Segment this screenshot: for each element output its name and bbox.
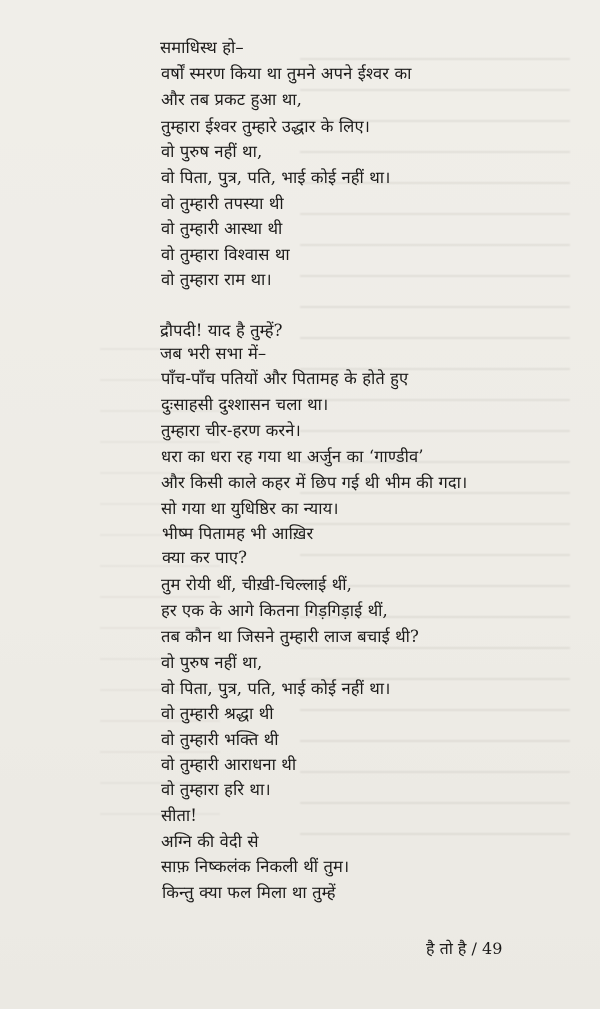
page-footer: [426, 939, 502, 959]
poem-line: वो पिता, पुत्र, पति, भाई कोई नहीं था।: [161, 679, 391, 698]
poem-line: वो तुम्हारी तपस्या थी: [161, 194, 284, 213]
poem-line: सीता!: [161, 806, 198, 825]
poem-line: क्या कर पाए?: [162, 548, 248, 567]
poem-line: वो तुम्हारा राम था।: [161, 270, 272, 289]
poem-line: द्रौपदी! याद है तुम्हें?: [160, 321, 283, 340]
poem-line: वर्षों स्मरण किया था तुमने अपने ईश्वर का: [161, 64, 412, 83]
poem-line: तुम्हारा ईश्वर तुम्हारे उद्धार के लिए।: [161, 117, 371, 136]
poem-line: दुःसाहसी दुश्शासन चला था।: [161, 395, 329, 414]
page-number: 49: [482, 939, 503, 958]
poem-line: वो तुम्हारा विश्वास था: [161, 245, 290, 264]
poem-line: वो तुम्हारी श्रद्धा थी: [161, 704, 274, 723]
poem-line: समाधिस्थ हो–: [160, 38, 244, 57]
poem-line: वो पिता, पुत्र, पति, भाई कोई नहीं था।: [161, 168, 391, 187]
poem-line: वो पुरुष नहीं था,: [161, 142, 263, 161]
poem-line: और किसी काले कहर में छिप गई थी भीम की गदा।: [161, 473, 468, 492]
poem-line: वो तुम्हारी भक्ति थी: [161, 730, 279, 749]
poem-line: अग्नि की वेदी से: [161, 832, 259, 851]
poem-line: भीष्म पितामह भी आख़िर: [162, 524, 314, 543]
poem-line: तब कौन था जिसने तुम्हारी लाज बचाई थी?: [161, 627, 419, 646]
poem-line: हर एक के आगे कितना गिड़गिड़ाई थीं,: [161, 601, 388, 620]
poem-line: वो तुम्हारा हरि था।: [161, 780, 271, 799]
poem-line: तुम रोयी थीं, चीख़ी-चिल्लाई थीं,: [161, 575, 352, 594]
poem-line: पाँच-पाँच पतियों और पितामह के होते हुए: [161, 369, 409, 388]
poem-line: और तब प्रकट हुआ था,: [161, 90, 302, 109]
poem-line: साफ़ निष्कलंक निकली थीं तुम।: [161, 857, 350, 876]
poem-line: किन्तु क्या फल मिला था तुम्हें: [162, 883, 336, 902]
poem-line: जब भरी सभा में–: [160, 344, 267, 363]
poem-line: वो तुम्हारी आस्था थी: [161, 219, 283, 238]
poem-line: तुम्हारा चीर-हरण करने।: [161, 421, 301, 440]
running-title: है तो है: [426, 939, 467, 958]
footer-separator: /: [471, 939, 477, 958]
poem-line: धरा का धरा रह गया था अर्जुन का ‘गाण्डीव’: [161, 447, 424, 466]
poem-line: सो गया था युधिष्ठिर का न्याय।: [161, 499, 339, 518]
poem-line: वो पुरुष नहीं था,: [161, 653, 263, 672]
poem-line: वो तुम्हारी आराधना थी: [161, 755, 297, 774]
